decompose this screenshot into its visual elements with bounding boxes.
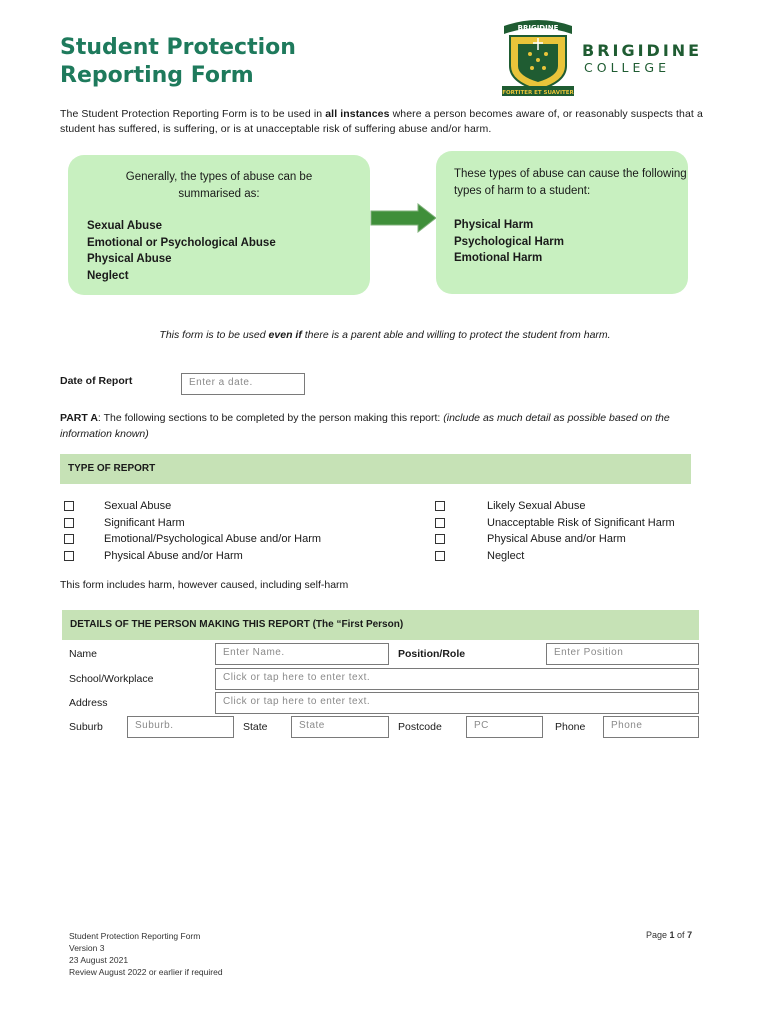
harm-box-heading: These types of abuse can cause the following types of harm to a student: [454,168,687,197]
suburb-input[interactable]: Suburb. [127,716,234,738]
footer-line: Review August 2022 or earlier if required [69,967,223,977]
intro-bold: all instances [325,108,390,120]
part-a-instructions [60,410,720,442]
intro-text: The Student Protection Reporting Form is to be used in [60,108,326,120]
page-prefix: Page [646,930,670,940]
phone-input[interactable]: Phone [603,716,699,738]
parent-note [60,329,710,341]
abuse-list [87,218,370,284]
postcode-label: Postcode [398,721,442,733]
checkbox-label: Neglect [487,549,525,562]
intro-paragraph [60,107,710,137]
logo-banner-text: BRIGIDINE [517,24,559,32]
checkbox-row[interactable] [64,515,321,532]
checkbox[interactable] [64,518,74,528]
checkbox-row[interactable] [435,548,675,565]
title-line-2: Reporting Form [60,63,254,88]
checkbox-row[interactable] [435,531,675,548]
college-logo [498,16,723,100]
type-of-report-left [64,498,321,564]
part-a-label: PART A [60,412,98,424]
logo-sub: COLLEGE [584,60,670,75]
checkbox-label: Significant Harm [104,516,185,529]
harm-types-box [436,151,688,294]
date-input[interactable]: Enter a date. [181,373,305,395]
page-of: of [674,930,688,940]
checkbox-label: Likely Sexual Abuse [487,500,586,512]
self-harm-note: This form includes harm, however caused, including self-harm [60,579,349,591]
crest-icon [498,16,723,100]
position-label: Position/Role [398,648,466,660]
page-current: 1 [669,930,675,940]
footer-line: Version 3 [69,943,105,953]
type-of-report-right [435,498,675,564]
suburb-label: Suburb [69,721,103,733]
date-label: Date of Report [60,375,133,387]
title-line-1: Student Protection [60,35,296,60]
position-input[interactable]: Enter Position [546,643,699,665]
postcode-input[interactable]: PC [466,716,543,738]
checkbox-label: Physical Abuse and/or Harm [104,549,243,562]
page-title [60,34,296,90]
harm-item: Emotional Harm [454,252,543,264]
note-text-end: there is a parent able and willing to protect the student from harm. [301,329,611,341]
footer-info [69,930,223,978]
harm-list [454,217,688,267]
checkbox[interactable] [435,551,445,561]
harm-item: Psychological Harm [454,235,564,248]
checkbox-label: Sexual Abuse [104,500,172,512]
checkbox[interactable] [64,551,74,561]
school-label: School/Workplace [69,673,154,685]
details-header: DETAILS OF THE PERSON MAKING THIS REPORT (The “First Person) [62,610,699,640]
abuse-box-heading: Generally, the types of abuse can be summarised as: [125,171,313,200]
type-of-report-header: TYPE OF REPORT [60,454,691,484]
logo-motto: FORTITER ET SUAVITER [502,90,574,96]
abuse-item: Physical Abuse [87,253,172,265]
name-label: Name [69,648,98,660]
checkbox-row[interactable] [64,531,321,548]
checkbox-label: Physical Abuse and/or Harm [487,533,626,545]
checkbox-row[interactable] [435,498,675,515]
checkbox-label: Unacceptable Risk of Significant Harm [487,516,675,529]
note-bold: even if [268,329,302,341]
address-input[interactable]: Click or tap here to enter text. [215,692,699,714]
logo-name: BRIGIDINE [582,41,703,60]
school-input[interactable]: Click or tap here to enter text. [215,668,699,690]
abuse-item: Neglect [87,269,129,282]
footer-line: 23 August 2021 [69,955,129,965]
state-label: State [243,721,268,733]
arrow-right-icon [370,203,438,233]
checkbox[interactable] [435,534,445,544]
checkbox-row[interactable] [435,515,675,532]
checkbox-row[interactable] [64,548,321,565]
phone-label: Phone [555,721,586,733]
checkbox[interactable] [435,501,445,511]
harm-item: Physical Harm [454,219,534,231]
intro-text-end: where a person becomes aware of, or reasonably suspects that a student has suffered, is suffering, or is at unacceptable risk of suffering abuse and/or harm. [60,108,703,135]
page-number [646,930,692,940]
checkbox[interactable] [435,518,445,528]
abuse-item: Sexual Abuse [87,220,162,232]
name-input[interactable]: Enter Name. [215,643,389,665]
abuse-item: Emotional or Psychological Abuse [87,236,276,249]
state-input[interactable]: State [291,716,389,738]
page-total: 7 [687,930,693,940]
checkbox-row[interactable] [64,498,321,515]
checkbox[interactable] [64,534,74,544]
footer-line: Student Protection Reporting Form [69,931,201,941]
checkbox-label: Emotional/Psychological Abuse and/or Harm [104,533,322,545]
checkbox[interactable] [64,501,74,511]
note-text: This form is to be used [159,329,269,341]
part-a-text: : The following sections to be completed by the person making this report: [97,412,444,424]
abuse-types-box [68,155,370,295]
part-a-italic: (include as much detail as possible based on the information known) [60,412,670,440]
address-label: Address [69,697,108,709]
